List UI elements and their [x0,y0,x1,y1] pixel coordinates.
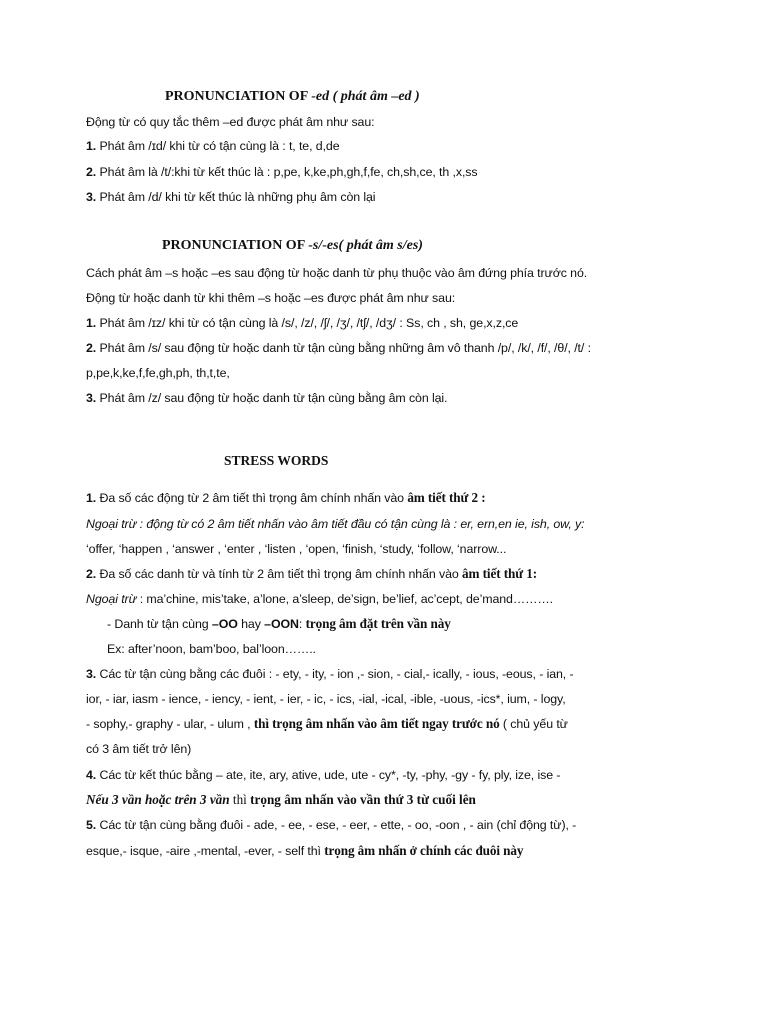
stress-rule-1-exception: Ngoại trừ : động từ có 2 âm tiết nhấn vào âm tiết đầu có tận cùng là : er, ern,en ie, ish, ow, y: [86,517,585,531]
ses-intro-1: Cách phát âm –s hoặc –es sau động từ hoặc danh từ phụ thuộc vào âm đứng phía trước nó. [86,266,588,280]
ses-rule-1: 1. Phát âm /ɪz/ khi từ có tận cùng là /s/, /z/, /ʃ/, /ʒ/, /tʃ/, /dʒ/ : Ss, ch , sh, ge,x,z,ce [86,316,519,330]
stress-rule-3-line-3: - sophy,- graphy - ular, - ulum , thì trọng âm nhấn vào âm tiết ngay trước nó ( chủ yếu từ [86,716,568,731]
stress-rule-3-line-2: ior, - iar, iasm - ience, - iency, - ient, - ier, - ic, - ics, -ial, -ical, -ible, -uous, -ics*, ium, - logy, [86,692,566,706]
stress-rule-4-line-1: 4. Các từ kết thúc bằng – ate, ite, ary, ative, ude, ute - cy*, -ty, -phy, -gy - fy, ply, ize, ise - [86,768,561,782]
stress-rule-1-examples: ‘offer, ‘happen , ‘answer , ‘enter , ‘listen , ‘open, ‘finish, ‘study, ‘follow, ‘narrow... [86,542,507,556]
ses-rule-3: 3. Phát âm /z/ sau động từ hoặc danh từ tận cùng bằng âm còn lại. [86,391,448,405]
ed-title-italic: -ed ( phát âm –ed ) [311,89,420,104]
ses-title-main: PRONUNCIATION OF [162,238,305,253]
ed-rule-2: 2. Phát âm là /t/:khi từ kết thúc là : p,pe, k,ke,ph,gh,f,fe, ch,sh,ce, th ,x,ss [86,165,478,179]
stress-rule-3-line-1: 3. Các từ tận cùng bằng các đuôi : - ety, - ity, - ion ,- sion, - cial,- ically, - ious, -eous, - ian, - [86,667,574,681]
ses-rule-2: 2. Phát âm /s/ sau động từ hoặc danh từ tận cùng bằng những âm vô thanh /p/, /k/, /f/, /θ/, /t/ : [86,341,591,355]
ed-intro: Động từ có quy tắc thêm –ed được phát âm như sau: [86,115,375,129]
stress-rule-5-line-2: esque,- isque, -aire ,-mental, -ever, - self thì trọng âm nhấn ở chính các đuôi này [86,843,524,858]
ses-title-italic: -s/-es( phát âm s/es) [308,238,423,253]
stress-rule-2-exception: Ngoại trừ : ma’chine, mis’take, a’lone, a’sleep, de’sign, be’lief, ac’cept, de’mand………. [86,592,554,606]
stress-section-title: STRESS WORDS [224,453,329,468]
stress-rule-2-oo-example: Ex: after’noon, bam’boo, bal’loon…….. [107,642,316,656]
stress-rule-2-oo-note: - Danh từ tận cùng –OO hay –OON: trọng âm đặt trên vần này [107,616,451,631]
ses-intro-2: Động từ hoặc danh từ khi thêm –s hoặc –es được phát âm như sau: [86,291,456,305]
ed-rule-1: 1. Phát âm /ɪd/ khi từ có tận cùng là : t, te, d,de [86,139,340,153]
stress-rule-2: 2. Đa số các danh từ và tính từ 2 âm tiết thì trọng âm chính nhấn vào âm tiết thứ 1: [86,566,538,581]
stress-rule-1: 1. Đa số các động từ 2 âm tiết thì trọng âm chính nhấn vào âm tiết thứ 2 : [86,490,486,505]
ed-title-main: PRONUNCIATION OF [165,89,308,104]
ses-rule-2-cont: p,pe,k,ke,f,fe,gh,ph, th,t,te, [86,366,230,380]
stress-rule-5-line-1: 5. Các từ tận cùng bằng đuôi - ade, - ee, - ese, - eer, - ette, - oo, -oon , - ain (chỉ động từ), - [86,818,577,832]
ed-rule-3: 3. Phát âm /d/ khi từ kết thúc là những phụ âm còn lại [86,190,376,204]
ses-section-title [162,238,423,254]
stress-rule-3-line-4: có 3 âm tiết trở lên) [86,742,192,756]
stress-rule-4-line-2: Nếu 3 vần hoặc trên 3 vần thì trọng âm nhấn vào vần thứ 3 từ cuối lên [86,792,476,807]
ed-section-title [165,89,420,105]
